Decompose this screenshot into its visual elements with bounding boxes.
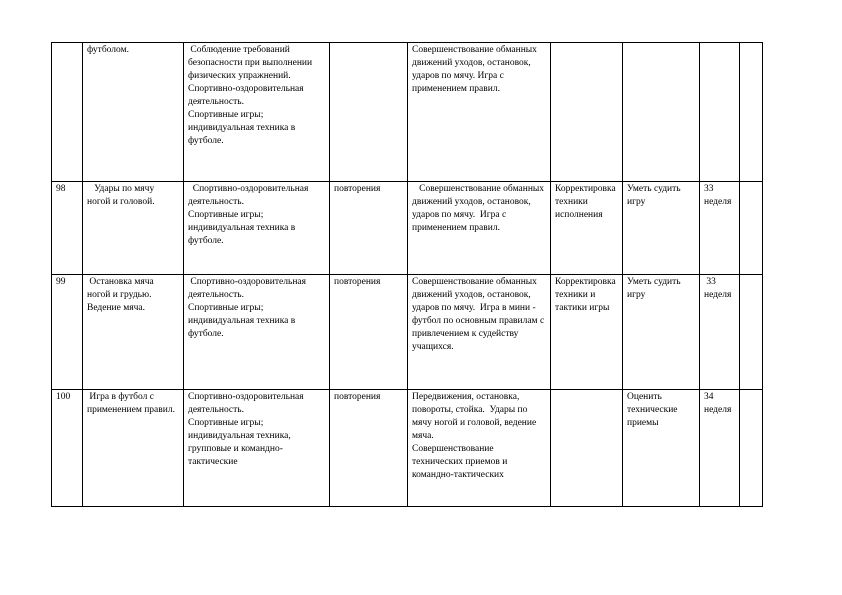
week-cell [700,390,740,507]
control-cell [551,182,623,275]
extra-cell [740,390,763,507]
week-cell [700,182,740,275]
extra-cell [740,182,763,275]
week-cell [700,275,740,390]
lesson-type-cell [330,43,408,182]
lesson-type-cell [330,390,408,507]
control-cell [551,390,623,507]
activity: Совершенствование обманных движений уходов, остановок, ударов по мячу. Игра с применением правил. [412,184,547,233]
lesson-topic-cell [83,182,184,275]
lesson-number-cell [52,43,83,182]
lesson-type: повторения [334,392,381,402]
requirements: Уметь судить игру [627,184,683,207]
week: 33 неделя [704,184,732,207]
requirements-cell [623,390,700,507]
requirements: Уметь судить игру [627,277,683,300]
activity-cell [408,275,551,390]
lesson-content: Спортивно-оздоровительная деятельность. Спортивные игры; индивидуальная техника в футболе. [188,184,309,246]
lesson-content: Спортивно-оздоровительная деятельность. Спортивные игры; индивидуальная техника в футболе. [188,277,306,339]
week: 34 неделя [704,392,732,415]
lesson-plan-table [51,42,763,507]
table-row [52,390,763,507]
lesson-type: повторения [334,277,381,287]
lesson-number-cell [52,390,83,507]
lesson-content-cell [184,43,330,182]
lesson-type: повторения [334,184,381,194]
lesson-type-cell [330,275,408,390]
lesson-number-cell [52,182,83,275]
control: Корректировка техники исполнения [555,184,619,220]
activity-cell [408,182,551,275]
control: Корректировка техники и тактики игры [555,277,619,313]
requirements-cell [623,182,700,275]
control-cell [551,43,623,182]
requirements: Оценить технические приемы [627,392,680,428]
lesson-content-cell [184,275,330,390]
activity-cell [408,390,551,507]
lesson-content: Спортивно-оздоровительная деятельность. Спортивные игры; индивидуальная техника, групповые и командно- тактические [188,392,304,467]
lesson-number: 99 [56,277,66,287]
lesson-type-cell [330,182,408,275]
extra-cell [740,43,763,182]
lesson-topic-cell [83,390,184,507]
week: 33 неделя [704,277,732,300]
control-cell [551,275,623,390]
lesson-topic: футболом. [87,45,129,55]
lesson-topic: Остановка мяча ногой и грудью. Ведение мяча. [87,277,157,313]
lesson-content: Соблюдение требований безопасности при выполнении физических упражнений. Спортивно-оздоровительная деятельность. Спортивные игры; индивидуальная техника в футболе. [188,45,313,146]
lesson-content-cell [184,182,330,275]
activity: Передвижения, остановка, повороты, стойка. Удары по мячу ногой и головой, ведение мяча. Совершенствование технических приемов и командно-тактических [412,392,537,480]
table-row [52,182,763,275]
lesson-number: 98 [56,184,66,194]
lesson-topic-cell [83,43,184,182]
lesson-number: 100 [56,392,71,402]
table-row [52,43,763,182]
lesson-topic-cell [83,275,184,390]
activity: Совершенствование обманных движений уходов, остановок, ударов по мячу. Игра в мини - футбол по основным правилам с привлечением к судейству учащихся. [412,277,547,352]
activity: Совершенствование обманных движений уходов, остановок, ударов по мячу. Игра с применением правил. [412,45,540,94]
table-row [52,275,763,390]
requirements-cell [623,275,700,390]
week-cell [700,43,740,182]
lesson-topic: Игра в футбол с применением правил. [87,392,175,415]
requirements-cell [623,43,700,182]
lesson-topic: Удары по мячу ногой и головой. [87,184,157,207]
extra-cell [740,275,763,390]
activity-cell [408,43,551,182]
lesson-content-cell [184,390,330,507]
lesson-number-cell [52,275,83,390]
